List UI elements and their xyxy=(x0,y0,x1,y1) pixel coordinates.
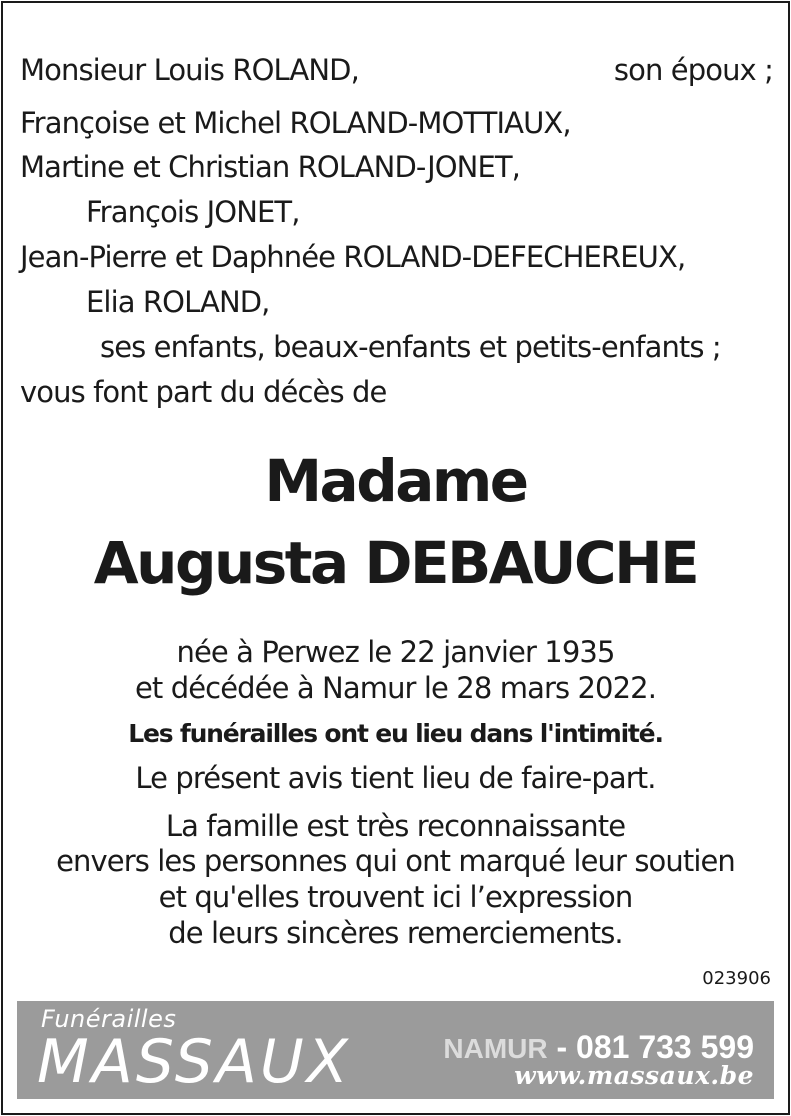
thanks-line: de leurs sincères remerciements. xyxy=(168,916,623,950)
family-member: Elia ROLAND, xyxy=(86,285,270,319)
spouse-name: Monsieur Louis ROLAND, xyxy=(20,53,359,87)
thanks-line: et qu'elles trouvent ici l’expression xyxy=(158,880,633,914)
thanks-line: La famille est très reconnaissante xyxy=(165,809,626,843)
reference-number: 023906 xyxy=(702,968,771,989)
deceased-name: Augusta DEBAUCHE xyxy=(93,529,698,597)
family-member: Françoise et Michel ROLAND-MOTTIAUX, xyxy=(20,106,571,140)
banner-dash: - xyxy=(547,1029,577,1065)
banner-subtitle: Funérailles xyxy=(41,1005,177,1033)
family-member: Jean-Pierre et Daphnée ROLAND-DEFECHEREUX, xyxy=(20,240,686,274)
birth-info: née à Perwez le 22 janvier 1935 xyxy=(176,635,615,669)
banner-website: www.massaux.be xyxy=(514,1061,754,1090)
notice-text: Le présent avis tient lieu de faire-part. xyxy=(135,761,656,795)
death-info: et décédée à Namur le 28 mars 2022. xyxy=(134,671,657,705)
funeral-home-banner xyxy=(17,1001,774,1099)
funeral-info: Les funérailles ont eu lieu dans l'intimité. xyxy=(128,719,663,748)
banner-city: NAMUR xyxy=(443,1033,548,1064)
family-member: François JONET, xyxy=(86,195,300,229)
thanks-line: envers les personnes qui ont marqué leur soutien xyxy=(56,844,735,878)
children-role: ses enfants, beaux-enfants et petits-enfants ; xyxy=(100,330,721,364)
banner-brand: MASSAUX xyxy=(37,1027,351,1097)
deceased-title: Madame xyxy=(264,447,527,515)
family-member: Martine et Christian ROLAND-JONET, xyxy=(20,150,520,184)
announce-text: vous font part du décès de xyxy=(20,375,387,409)
banner-phone: 081 733 599 xyxy=(576,1029,754,1065)
spouse-role: son époux ; xyxy=(613,53,773,87)
